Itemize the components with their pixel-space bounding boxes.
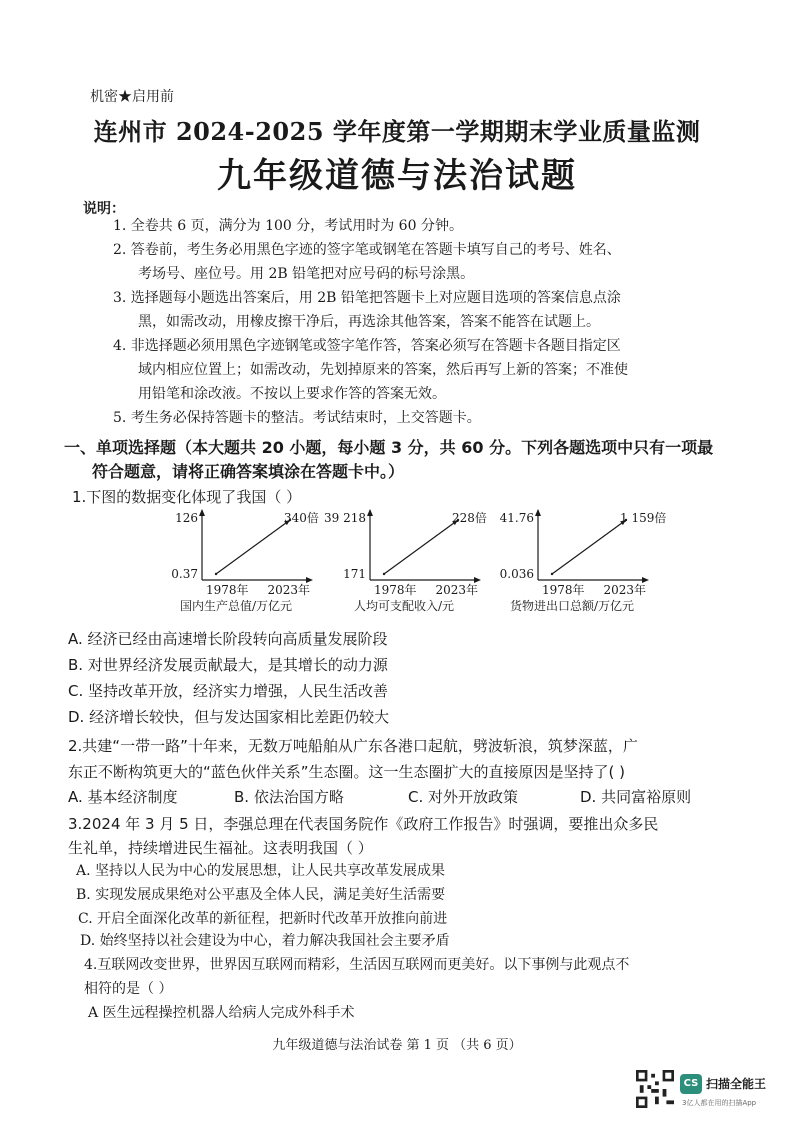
- chart-caption: 人均可支配收入/元: [353, 599, 455, 613]
- x-tick-label: 2023年: [267, 583, 310, 597]
- question-4-stem: 4.互联网改变世界，世界因互联网而精彩，生活因互联网而更美好。以下事例与此观点不: [84, 957, 630, 973]
- note-line: 4. 非选择题必须用黑色字迹钢笔或签字笔作答，答案必须写在答题卡各题目指定区: [113, 338, 621, 354]
- question-3-stem: 3.2024 年 3 月 5 日，李强总理在代表国务院作《政府工作报告》时强调，要推出众多民: [68, 815, 659, 833]
- data-annotation: 340倍: [284, 511, 319, 525]
- q3-option-a: A. 坚持以人民为中心的发展思想，让人民共享改革发展成果: [76, 863, 446, 879]
- scanner-brand: 扫描全能王: [706, 1077, 767, 1091]
- q2-option-a: A. 基本经济制度: [68, 788, 178, 806]
- q2-option-b: B. 依法治国方略: [234, 788, 344, 806]
- q1-option-c: C. 坚持改革开放，经济实力增强，人民生活改善: [68, 682, 389, 700]
- note-line: 域内相应位置上；如需改动，先划掉原来的答案，然后再写上新的答案；不准使: [138, 362, 628, 378]
- q3-option-d: D. 始终坚持以社会建设为中心，着力解决我国社会主要矛盾: [80, 933, 450, 949]
- y-tick-label: 126: [175, 511, 198, 525]
- y-axis-arrow: [199, 509, 205, 516]
- q3-option-c: C. 开启全面深化改革的新征程，把新时代改革开放推向前进: [78, 911, 448, 927]
- chart-caption: 货物进出口总额/万亿元: [509, 599, 635, 613]
- subject-title: 九年级道德与法治试题: [217, 156, 577, 196]
- x-tick-label: 1978年: [542, 583, 585, 597]
- chart-caption: 国内生产总值/万亿元: [179, 599, 293, 613]
- data-point: [215, 573, 217, 575]
- note-line: 考场号、座位号。用 2B 铅笔把对应号码的标号涂黑。: [138, 266, 475, 282]
- y-tick-label: 41.76: [499, 511, 534, 525]
- qr-code-icon: [636, 1070, 674, 1108]
- q2-option-d: D. 共同富裕原则: [580, 788, 692, 806]
- q1-charts: [140, 508, 780, 628]
- series-line: [216, 520, 290, 574]
- camscanner-logo-icon: CS: [680, 1074, 702, 1094]
- q3-option-b: B. 实现发展成果绝对公平惠及全体人民，满足美好生活需要: [76, 887, 446, 903]
- x-tick-label: 1978年: [206, 583, 249, 597]
- note-line: 黑，如需改动，用橡皮擦干净后，再选涂其他答案，答案不能答在试题上。: [138, 314, 600, 330]
- question-3-stem-cont: 生礼单，持续增进民生福祉。这表明我国（ ）: [68, 839, 373, 857]
- question-1-stem: 1.下图的数据变化体现了我国（ ）: [72, 488, 302, 506]
- y-tick-label: 39 218: [324, 511, 366, 525]
- q1-option-a: A. 经济已经由高速增长阶段转向高质量发展阶段: [68, 630, 388, 648]
- series-line: [384, 520, 458, 574]
- section-heading-cont: 符合题意，请将正确答案填涂在答题卡中。）: [92, 462, 405, 481]
- data-annotation: 1 159倍: [620, 511, 667, 525]
- x-tick-label: 2023年: [603, 583, 646, 597]
- y-tick-label: 0.036: [499, 567, 534, 581]
- x-tick-label: 1978年: [374, 583, 417, 597]
- y-axis-arrow: [367, 509, 373, 516]
- note-line: 1. 全卷共 6 页，满分为 100 分，考试用时为 60 分钟。: [113, 218, 463, 234]
- question-4-stem-cont: 相符的是（ ）: [84, 981, 173, 997]
- note-line: 3. 选择题每小题选出答案后，用 2B 铅笔把答题卡上对应题目选项的答案信息点涂: [113, 290, 621, 306]
- page-footer: 九年级道德与法治试卷 第 1 页 （共 6 页）: [272, 1038, 522, 1053]
- y-axis-arrow: [535, 509, 541, 516]
- note-line: 2. 答卷前，考生务必用黑色字迹的签字笔或钢笔在答题卡填写自己的考号、姓名、: [113, 242, 621, 258]
- confidential-mark: 机密★启用前: [90, 89, 174, 105]
- note-line: 5. 考生务必保持答题卡的整洁。考试结束时，上交答题卡。: [113, 410, 481, 426]
- data-annotation: 228倍: [452, 511, 487, 525]
- question-2-stem-cont: 东正不断构筑更大的“蓝色伙伴关系”生态圈。这一生态圈扩大的直接原因是坚持了( ): [68, 763, 626, 781]
- scanner-tagline: 3亿人都在用的扫描App: [682, 1099, 757, 1107]
- data-point: [551, 573, 553, 575]
- notes-heading: 说明：: [83, 201, 125, 217]
- q1-option-b: B. 对世界经济发展贡献最大，是其增长的动力源: [68, 656, 388, 674]
- data-point: [383, 573, 385, 575]
- q2-option-c: C. 对外开放政策: [408, 788, 519, 806]
- y-tick-label: 0.37: [171, 567, 198, 581]
- y-tick-label: 171: [343, 567, 366, 581]
- exam-title: 连州市 2024-2025 学年度第一学期期末学业质量监测: [93, 117, 701, 146]
- q4-option-a: A 医生远程操控机器人给病人完成外科手术: [88, 1005, 355, 1021]
- series-line: [552, 520, 626, 574]
- note-line: 用铅笔和涂改液。不按以上要求作答的答案无效。: [138, 386, 446, 402]
- section-heading: 一、单项选择题（本大题共 20 小题，每小题 3 分，共 60 分。下列各题选项中只有一项最: [64, 438, 714, 457]
- x-tick-label: 2023年: [435, 583, 478, 597]
- q1-option-d: D. 经济增长较快，但与发达国家相比差距仍较大: [68, 708, 390, 726]
- question-2-stem: 2.共建“一带一路”十年来，无数万吨船舶从广东各港口起航，劈波斩浪，筑梦深蓝，广: [68, 737, 638, 755]
